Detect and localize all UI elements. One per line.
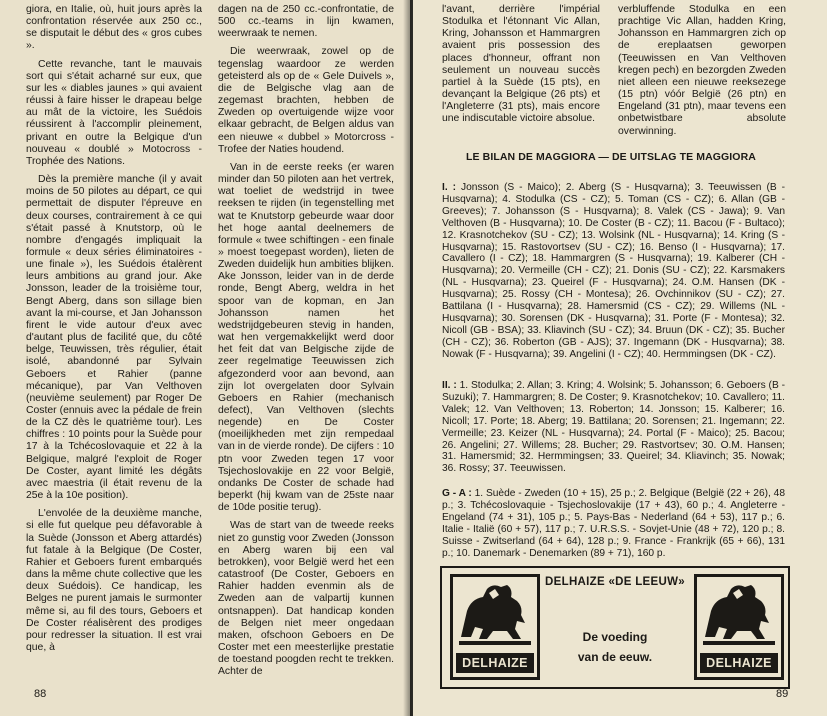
logo-wordmark: DELHAIZE (700, 653, 778, 673)
delhaize-advertisement (440, 566, 790, 689)
logo-wordmark: DELHAIZE (456, 653, 534, 673)
ad-slogan-line-2: van de eeuw. (577, 650, 653, 664)
results-general (442, 488, 785, 559)
results-label: I. : (442, 182, 457, 193)
paragraph: Die weerwraak, zowel op de tegenslag waardoor ze werden geteisterd als op de « Gele Duivels », die de Belgische vlag aan de zegemast brachten, hebben de Zweden op overtuigende wijze voor elkaar gebracht, de Belgen aldus van een nieuwe « dubbel » Motorcross - Trofee der Naties houdend. (218, 46, 394, 155)
right-column-french (442, 4, 600, 132)
paragraph: verbluffende Stodulka en een prachtige Vic Allan, hadden Kring, Johansson en Hammargren zich op de ereplaatsen geworpen (Teeuwissen en Van Velthoven kregen pech) en bezorgden Zweden niet alleen een nieuwe reeksezege (15 ptn) vóór België (26 ptn) en Engeland (31 ptn), maar tevens een onbetwistbare absolute overwinning. (618, 4, 786, 137)
left-page (0, 0, 410, 716)
results-label: G - A : (442, 488, 472, 499)
lion-icon (453, 577, 537, 653)
page-number: 88 (34, 688, 47, 700)
right-column-dutch (618, 4, 786, 144)
delhaize-lion-logo-left (450, 574, 540, 680)
left-column-dutch (218, 4, 394, 684)
results-text: 1. Stodulka; 2. Allan; 3. Kring; 4. Wolsink; 5. Johansson; 6. Geboers (B - Suzuki); 7. Hammargren; 8. De Coster; 9. Krasnotchekov; 10. Cavallero; 11. Valek; 12. Van Velthoven; 13. Roberton; 14. Jonsson; 15. Kalberer; 16. Nicoll; 17. Porte; 18. Aberg; 19. Battilana; 20. Sorensen; 21. Ingemann; 22. Vermeille; 23. Keizer (NL - Husqvarna); 24. Portal (F - Maico); 25. Bacou; 26. Angelini; 27. Willems; 28. Bucher; 29. Rastvortsev; 30. O.M. Hansen; 31. Hamersmid; 32. Hermmingsen; 33. Queirel; 34. Kliavinch; 35. Nowak; 36. Rossy; 37. Teeuwissen. (442, 380, 786, 475)
left-column-french (26, 4, 202, 660)
lion-icon (697, 577, 781, 653)
results-heading: LE BILAN DE MAGGIORA — DE UITSLAG TE MAGGIORA (466, 151, 756, 163)
results-text: 1. Suède - Zweden (10 + 15), 25 p.; 2. Belgique (België (22 + 26), 48 p.; 3. Tchécoslovaquie - Tsjechoslovakije (17 + 43), 60 p.; 4. Angleterre - Engeland (74 + 31), 105 p.; 5. Pays-Bas - Nederland (64 + 53), 117 p.; 6. Italie - Italië (60 + 57), 117 p.; 7. U.R.S.S. - Sovjet-Unie (48 + 72), 120 p.; 8. Suisse - Zwitserland (64 + 64), 128 p.; 9. France - Frankrijk (65 + 66), 131 p.; 10. Danemark - Denemarken (89 + 71), 160 p. (442, 488, 785, 559)
paragraph: giora, en Italie, où, huit jours après la confrontation réservée aux 250 cc., se disputait le début des « gros cubes ». (26, 4, 202, 52)
results-text: Jonsson (S - Maico); 2. Aberg (S - Husqvarna); 3. Teeuwissen (B - Husqvarna); 4. Stodulka (CS - CZ); 5. Toman (CS - CZ); 6. Allan (GB - Greeves); 7. Johansson (S - Husqvarna); 8. Valek (CS - Jawa); 9. Van Velthoven (B - Husqvarna); 10. De Coster (B - CZ); 11. Bacou (F - Bultaco); 12. Krasnotchekov (SU - CZ); 13. Wolsink (NL - Husqvarna); 14. Kring (S - Husqvarna); 15. Rastovortsev (SU - CZ); 16. Benso (I - Husqvarna); 17. Cavallero (I - CZ); 18. Hammargren (S - Husqvarna); 19. Kalberer (CH - Husqvarna); 20. Vermeille (CH - CZ); 21. Donis (SU - CZ); 22. Karsmakers (NL - Husqvarna); 23. Queirel (F - Husqvarna); 24. O.M. Hansen (DK - Husqvarna); 25. Rossy (CH - Montesa); 26. Ovchinnikov (SU - CZ); 27. Battilana (I - Husqvarna); 28. Hamersmid (CS - CZ); 29. Willems (NL - Husqvarna); 30. Sorensen (DK - Husqvarna); 31. Porte (F - Montesa); 32. Nicoll (GB - BSA); 33. Kliavinch (SU - CZ); 34. Bruun (DK - CZ); 35. Bucher (CH - CZ); 36. Roberton (GB - AJS); 37. Ingemann (DK - Husqvarna); 38. Nowak (F - Husqvarna); 39. Angelini (I - CZ); 40. Hermmingsen (DK - CZ). (442, 182, 786, 360)
paragraph: Was de start van de tweede reeks niet zo gunstig voor Zweden (Jonsson en Aberg waren bij een val betrokken), voor België werd het een catastroof (De Coster, Geboers en Rahier hadden evenmin als de Zweden aan de valpartij kunnen ontsnappen). Dat handicap konden de Belgen niet meer ongedaan maken, ofschoon Geboers en De Coster met een meesterlijke prestatie de toestand poogden recht te trekken. Achter de (218, 520, 394, 678)
paragraph: l'avant, derrière l'impérial Stodulka et l'étonnant Vic Allan, Kring, Johansson et Hammargren avaient pris possession des places d'honneur, offrant non seulement un nouveau succès partiel à la Suède (15 pts), en devançant la Belgique (26 pts) et l'Angleterre (31 pts), mais encore une indiscutable victoire absolue. (442, 4, 600, 125)
paragraph: Van in de eerste reeks (er waren minder dan 50 piloten aan het vertrek, wat toeliet de wedstrijd in twee reeksen te rijden (in tegenstelling met wat te Knutstorp gebeurde waar door het hoge aantal deelnemers de formule « twee schiftingen - een finale » moest toegepast worden), lieten de Zweden duidelijk hun ambities blijken. Ake Jonsson, leider van in de derde ronde, Bengt Aberg, weldra in het spoor van de kopman, en Jan Johansson namen het wedstrijdgebeuren stevig in handen, wat hen vergemakkelijkt werd door het feit dat van Belgische zijde de zeer regelmatige Teeuwissen zich afgezonderd voor aan bevond, aan zijn lot overgelaten door Sylvain Geboers en Rahier (mechanisch defect), Van Velthoven (slechts negende) en De Coster (moeilijkheden met zijn rempedaal van in de vierde ronde). De cijfers : 10 ptn voor Zweden tegen 17 voor Tsjechoslovakije en 22 voor België, ondanks De Coster de schade had beperkt (hij kwam van de 25ste naar de 10de positie terug). (218, 161, 394, 514)
ad-slogan-line-1: De voeding (582, 630, 648, 644)
results-heat-2 (442, 380, 785, 475)
delhaize-lion-logo-right (694, 574, 784, 680)
paragraph: dagen na de 250 cc.-confrontatie, de 500 cc.-teams in lijn kwamen, weerwraak te nemen. (218, 4, 394, 40)
paragraph: Cette revanche, tant le mauvais sort qui s'était acharné sur eux, que sur les « diables jaunes » qui avaient réussi à faire hisser le drapeau belge au mât de la victoire, les Suédois réussirent à l'accomplir pleinement, privant en outre la Belgique d'un nouveau « doublé » Motocross - Trophée des Nations. (26, 58, 202, 167)
results-heat-1 (442, 182, 785, 361)
results-label: II. : (442, 380, 457, 391)
paragraph: Dès la première manche (il y avait moins de 50 pilotes au départ, ce qui permettait de disputer l'épreuve en deux courses, contrairement à ce qui s'était passé à Knutstorp, où le nombre d'engagés impliquait la formule « deux séries éliminatoires - une finale »), les Suédois étalèrent leurs ambitions au grand jour. Ake Jonsson, leader de la troisième tour, Bengt Aberg, dans son sillage bien avant la mi-course, et Jan Johansson firent le vide autour d'eux avec d'autant plus de facilité que, du côté belge, Teuwissen, très régulier, était isolé, abandonné par Sylvain Geboers et Rahier (panne mécanique), par Van Velthoven (neuvième seulement) par Roger De Coster (ennuis avec la pédale de frein de la CZ dès le quatrième tour). Les chiffres : 10 points pour la Suède pour 17 à la Tchécoslovaquie et 22 à la Belgique, malgré l'exploit de Roger De Coster, ayant limité les dégâts avec maestria (il était revenu de la 25e à la 10e position). (26, 174, 202, 502)
page-number: 89 (776, 688, 789, 700)
ad-brand-line: DELHAIZE «DE LEEUW» (545, 576, 685, 588)
paragraph: L'envolée de la deuxième manche, si elle fut quelque peu défavorable à la Suède (Jonsson et Aberg attardés) fut fatale à la Belgique (De Coster, Rahier et Geboers furent embarqués dans la même chute collective que les deux Suédois). Ce handicap, les Belges ne purent jamais le surmonter même si, au fil des tours, Geboers et De Coster réalisèrent des prodiges pour redresser la situation. Il est vrai que, à (26, 508, 202, 653)
